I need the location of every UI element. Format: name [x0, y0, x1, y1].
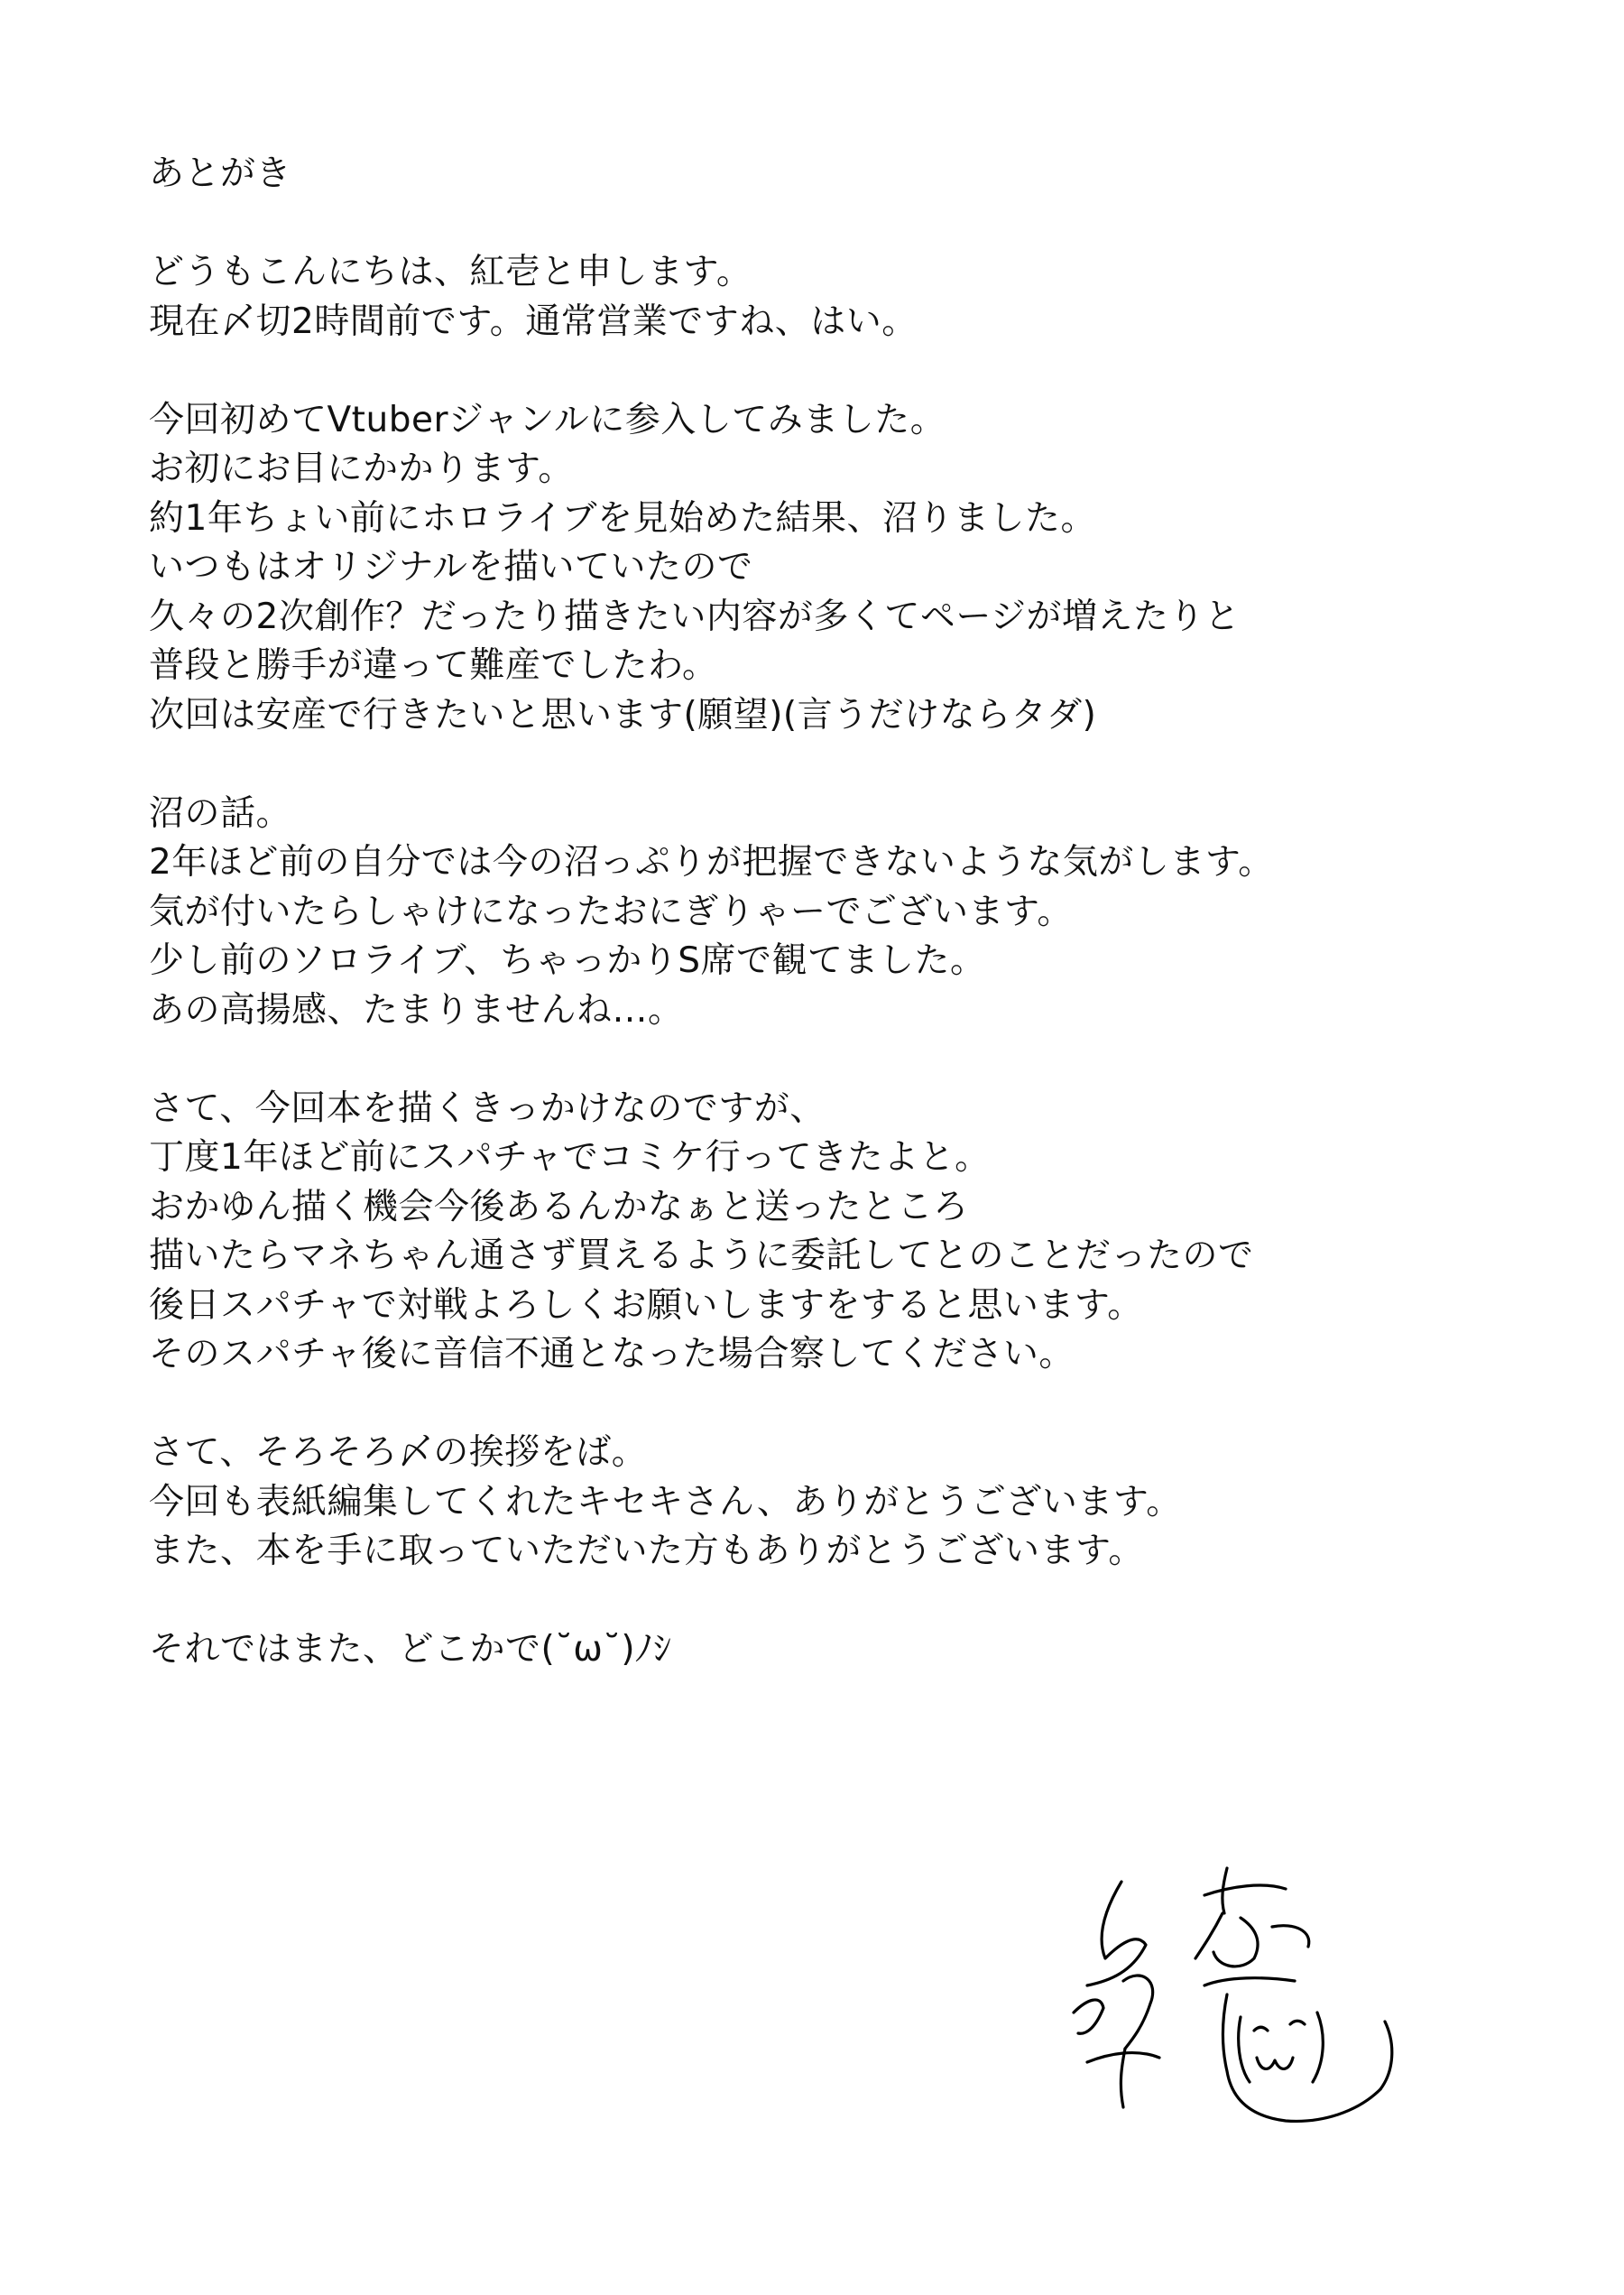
- text-line: 久々の2次創作？だったり描きたい内容が多くてページが増えたりと: [149, 596, 1241, 637]
- closing-line: それではまた、どこかで(˘ω˘)ﾉｼ: [149, 1629, 672, 1670]
- text-line: あの高揚感、たまりませんね…。: [149, 989, 684, 1031]
- text-line: また、本を手に取っていただいた方もありがとうございます。: [149, 1531, 1144, 1571]
- text-line: 約1年ちょい前にホロライブを見始めた結果、沼りました。: [149, 497, 1096, 539]
- text-line: 少し前のソロライブ、ちゃっかりS席で観てました。: [149, 940, 986, 981]
- afterword-text: [149, 150, 1484, 1675]
- text-line: お初にお目にかかります。: [149, 449, 574, 489]
- text-line: 2年ほど前の自分では今の沼っぷりが把握できないような気がします。: [149, 842, 1274, 883]
- text-line: 次回は安産で行きたいと思います(願望)(言うだけならタダ): [149, 694, 1097, 736]
- handwritten-signature: [1069, 1846, 1412, 2161]
- text-line: どうもこんにちは、紅壱と申します。: [149, 252, 752, 292]
- text-line: 現在〆切2時間前です。通常営業ですね、はい。: [149, 301, 918, 342]
- text-line: 丁度1年ほど前にスパチャでコミケ行ってきたよと。: [149, 1137, 991, 1178]
- text-line: 今回初めてVtuberジャンルに参入してみました。: [149, 399, 946, 440]
- text-line: 普段と勝手が違って難産でしたわ。: [149, 645, 718, 686]
- afterword-title: あとがき: [149, 153, 292, 194]
- text-line: さて、今回本を描くきっかけなのですが、: [149, 1087, 826, 1129]
- text-line: 気が付いたらしゃけになったおにぎりゃーでございます。: [149, 891, 1073, 932]
- text-line: 今回も表紙編集してくれたキセキさん、ありがとうございます。: [149, 1481, 1182, 1522]
- text-line: おかゆん描く機会今後あるんかなぁと送ったところ: [149, 1186, 969, 1227]
- text-line: いつもはオリジナルを描いていたので: [149, 547, 753, 588]
- text-line: そのスパチャ後に音信不通となった場合察してください。: [149, 1334, 1075, 1374]
- text-line: 沼の話。: [149, 792, 292, 834]
- text-line: 描いたらマネちゃん通さず買えるように委託してとのことだったので: [149, 1235, 1254, 1276]
- text-line: 後日スパチャで対戦よろしくお願いしますをすると思います。: [149, 1284, 1143, 1326]
- text-line: さて、そろそろ〆の挨拶をば。: [149, 1432, 648, 1473]
